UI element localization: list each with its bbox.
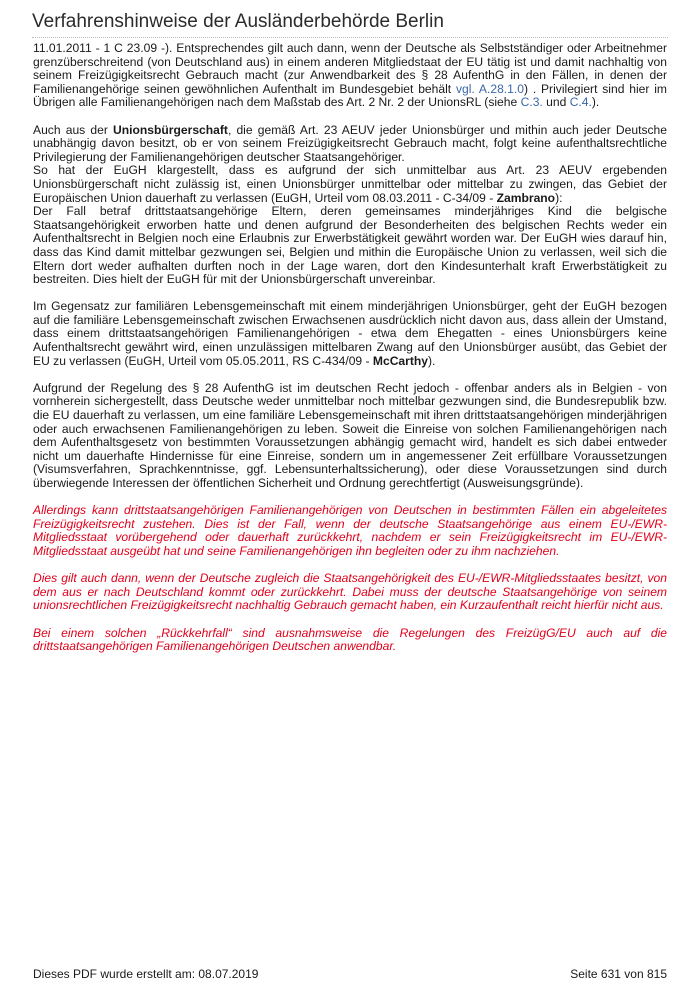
paragraph-9-emphasis: Bei einem solchen „Rückkehrfall“ sind ausnahmsweise die Regelungen des FreizügG/EU auch auf die drittstaatsangehörigen Familienangehörigen Deutschen anwendbar.	[33, 625, 667, 654]
paragraph-1-text: 11.01.2011 - 1 C 23.09 -). Entsprechendes gilt auch dann, wenn der Deutsche als Selbstständiger oder Arbeitnehmer grenzüberschreitend (von Deutschland aus) in einem anderen Mitgliedstaat der EU tätig ist und damit nachhaltig von seinem Freizügigkeitsrecht Gebrauch macht (zur Anwendbarkeit des § 28 AufenthG in den Fällen, in denen der Familienangehörige seinen gewöhnlichen Aufenthalt im Bundesgebiet behält	[33, 41, 667, 96]
paragraph-gap	[33, 287, 667, 301]
paragraph-2-text: Auch aus der	[33, 122, 114, 137]
paragraph-2-text-2: , die gemäß Art. 23 AEUV jeder Unionsbürger und mithin auch jeder Deutsche unabhängig davon besitzt, ob er von seinem Freizügigkeitsrecht Gebrauch macht, folgt keine aufenthaltsrechtliche Privilegierung der Familienangehörigen deutscher Staatsangehöriger.	[33, 122, 668, 164]
paragraph-4: Der Fall betraf drittstaatsangehörige Eltern, deren gemeinsames minderjähriges Kind die belgische Staatsangehörigkeit erworben hatte und denen aufgrund der Besonderheiten des belgischen Rechts weder ein Aufenthaltsrecht in Belgien noch eine Erlaubnis zur Erwerbstätigkeit gewährt worden war. Der EuGH wies darauf hin, dass das Kind damit mittelbar gezwungen sei, Belgien und mithin die Europäische Union zu verlassen, weil sich die Eltern dort weder aufhalten durften noch in der Lage waren, dort den Kindesunterhalt kraft Erwerbstätigkeit zu bestreiten. Dies hielt der EuGH für mit der Unionsbürgerschaft unvereinbar.	[33, 204, 667, 287]
case-zambrano: Zambrano	[496, 190, 556, 205]
paragraph-1-text-3: und	[542, 95, 570, 110]
page-number: Seite 631 von 815	[570, 967, 667, 981]
link-c4[interactable]: C.4.	[569, 95, 592, 110]
paragraph-1-text-4: ).	[591, 95, 600, 110]
paragraph-3-text: So hat der EuGH klargestellt, dass es aufgrund der sich unmittelbar aus Art. 23 AEUV ergebenden Unionsbürgerschaft nicht zulässig ist, einen Unionsbürger unmittelbar oder mittelbar zu zwingen, das Gebiet der Europäischen Union dauerhaft zu verlassen (EuGH, Urteil vom 08.03.2011 - C-34/09 -	[33, 163, 667, 205]
paragraph-2	[33, 124, 667, 165]
header-divider	[32, 37, 668, 38]
paragraph-7-emphasis: Allerdings kann drittstaatsangehörigen Familienangehörigen von Deutschen in bestimmten Fällen ein abgeleitetes Freizügigkeitsrecht zustehen. Dies ist der Fall, wenn der deutsche Staatsangehörige aus einem EU-/EWR-Mitgliedsstaat vorübergehend oder dauerhaft zurückkehrt, nachdem er sein Freizügigkeitsrecht im EU-/EWR-Mitgliedsstaat ausgeübt hat und seine Familienangehörigen ihn begleiten oder zu ihm nachziehen.	[33, 503, 667, 558]
paragraph-3-text-2: ):	[555, 190, 563, 205]
paragraph-gap	[33, 110, 667, 124]
case-mccarthy: McCarthy	[372, 353, 428, 368]
link-a28-1-0[interactable]: vgl. A.28.1.0	[455, 81, 524, 96]
pdf-created-date: Dieses PDF wurde erstellt am: 08.07.2019	[33, 967, 259, 981]
paragraph-gap	[33, 368, 667, 382]
paragraph-1	[33, 42, 667, 110]
paragraph-5-text: Im Gegensatz zur familiären Lebensgemeinschaft mit einem minderjährigen Unionsbürger, geht der EuGH bezogen auf die familiäre Lebensgemeinschaft zwischen Erwachsenen ausdrücklich nicht davon aus, dass allein der Umstand, dass einem drittstaatsangehörigen Familienangehörigen - etwa dem Ehegatten - eines Unionsbürgers keine Aufenthaltsrecht gewährt wird, einen unzulässigen mittelbaren Zwang auf den Unionsbürger ausübt, das Gebiet der EU zu verlassen (EuGH, Urteil vom 05.05.2011, RS C-434/09 -	[33, 299, 667, 368]
link-c3[interactable]: C.3.	[520, 95, 543, 110]
paragraph-8-emphasis: Dies gilt auch dann, wenn der Deutsche zugleich die Staatsangehörigkeit des EU-/EWR-Mitgliedsstaates besitzt, von dem aus er nach Deutschland kommt oder zurückkehrt. Dabei muss der deutsche Staatsangehörige von seinem unionsrechtlichen Freizügigkeitsrecht nachhaltig Gebrauch gemacht haben, ein Kurzaufenthalt reicht hierfür nicht aus.	[33, 571, 667, 613]
paragraph-5	[33, 300, 667, 368]
document-title: Verfahrenshinweise der Ausländerbehörde Berlin	[32, 11, 444, 32]
paragraph-1-text-2: ) . Privilegiert sind hier im Übrigen alle Familienangehörigen nach dem Maßstab des Art. 2 Nr. 2 der UnionsRL (siehe	[33, 81, 667, 110]
paragraph-3	[33, 164, 667, 205]
paragraph-6: Aufgrund der Regelung des § 28 AufenthG ist im deutschen Recht jedoch - offenbar anders als in Belgien - von vornherein sichergestellt, dass Deutsche weder unmittelbar noch mittelbar gezwungen sind, die Bundesrepublik bzw. die EU dauerhaft zu verlassen, um eine familiäre Lebensgemeinschaft mit ihren drittstaatsangehörigen minderjährigen oder auch erwachsenen Familienangehörigen zu leben. Soweit die Einreise von solchen Familienangehörigen nach dem Aufenthaltsgesetz von bestimmten Voraussetzungen abhängig gemacht wird, handelt es sich dabei entweder nicht um dauerhafte Hindernisse für eine Einreise, sondern um in angemessener Zeit erfüllbare Voraussetzungen (Visumsverfahren, Sprachkenntnisse, ggf. Lebensunterhaltssicherung), oder diese Voraussetzungen sind durch überwiegende Interessen der öffentlichen Sicherheit und Ordnung gerechtfertigt (Ausweisungsgründe).	[33, 380, 667, 490]
paragraph-5-text-2: ).	[428, 353, 436, 368]
paragraph-gap	[33, 559, 667, 573]
paragraph-gap	[33, 613, 667, 627]
paragraph-gap	[33, 491, 667, 505]
document-body	[33, 42, 667, 654]
page-header	[32, 10, 668, 38]
term-unionsbuergerschaft: Unionsbürgerschaft	[113, 122, 228, 137]
